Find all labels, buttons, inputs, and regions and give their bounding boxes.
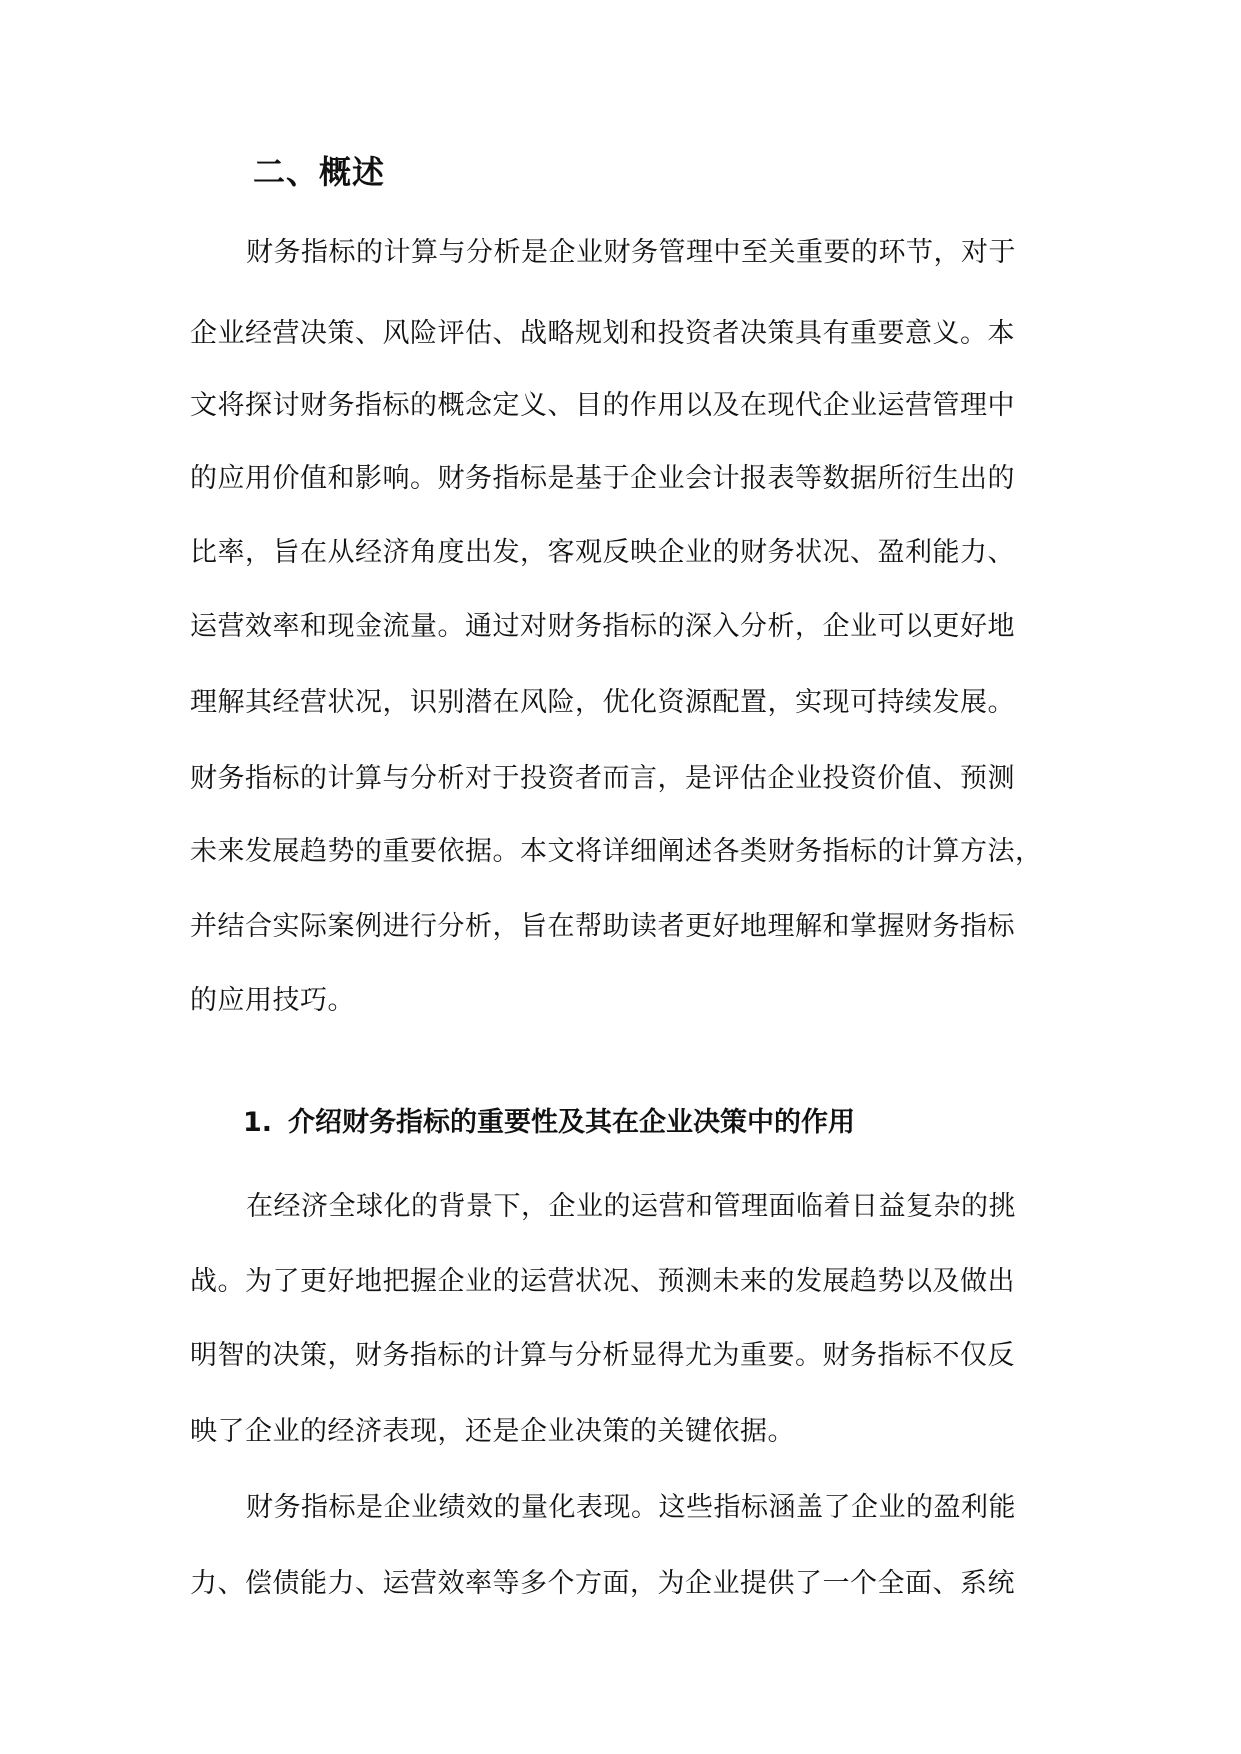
para2-line: 在经济全球化的背景下，企业的运营和管理面临着日益复杂的挑 — [246, 1191, 1016, 1222]
intro-line: 文将探讨财务指标的概念定义、目的作用以及在现代企业运营管理中 — [190, 390, 1015, 421]
section-heading: 二、概述 — [253, 153, 386, 191]
para3-line: 财务指标是企业绩效的量化表现。这些指标涵盖了企业的盈利能 — [246, 1492, 1016, 1523]
intro-line: 运营效率和现金流量。通过对财务指标的深入分析，企业可以更好地 — [190, 611, 1015, 642]
para2-line: 战。为了更好地把握企业的运营状况、预测未来的发展趋势以及做出 — [190, 1266, 1015, 1297]
intro-line: 财务指标的计算与分析是企业财务管理中至关重要的环节，对于 — [246, 237, 1016, 268]
intro-line: 的应用技巧。 — [190, 985, 355, 1016]
para3-line: 力、偿债能力、运营效率等多个方面，为企业提供了一个全面、系统 — [190, 1568, 1015, 1599]
intro-line: 理解其经营状况，识别潜在风险，优化资源配置，实现可持续发展。 — [190, 687, 1015, 718]
intro-line: 财务指标的计算与分析对于投资者而言，是评估企业投资价值、预测 — [190, 763, 1015, 794]
intro-line: 并结合实际案例进行分析，旨在帮助读者更好地理解和掌握财务指标 — [190, 911, 1015, 942]
intro-line: 企业经营决策、风险评估、战略规划和投资者决策具有重要意义。本 — [190, 318, 1015, 349]
para2-line: 明智的决策，财务指标的计算与分析显得尤为重要。财务指标不仅反 — [190, 1340, 1015, 1371]
intro-line: 比率，旨在从经济角度出发，客观反映企业的财务状况、盈利能力、 — [190, 537, 1015, 568]
subsection-heading — [243, 1103, 855, 1143]
intro-line: 的应用价值和影响。财务指标是基于企业会计报表等数据所衍生出的 — [190, 463, 1015, 494]
intro-line: 未来发展趋势的重要依据。本文将详细阐述各类财务指标的计算方法， — [190, 836, 1043, 867]
para2-line: 映了企业的经济表现，还是企业决策的关键依据。 — [190, 1416, 795, 1447]
subsection-number: 1. — [243, 1107, 273, 1138]
subsection-title: 介绍财务指标的重要性及其在企业决策中的作用 — [288, 1107, 856, 1138]
